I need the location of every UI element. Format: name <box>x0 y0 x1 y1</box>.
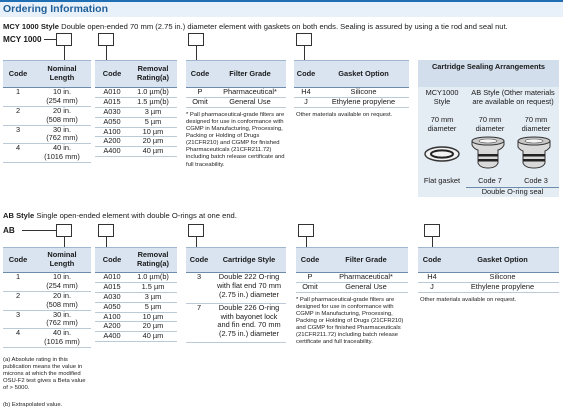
column-header: Nominal Length <box>33 248 91 273</box>
code-cell: A015 <box>95 97 129 107</box>
table-row <box>418 282 559 292</box>
table-row <box>95 107 177 117</box>
section-title: Ordering Information <box>3 3 108 15</box>
mcy-connector <box>304 46 305 60</box>
value-cell: 1.5 µm <box>129 282 177 292</box>
code-cell: H4 <box>294 88 318 98</box>
table-row <box>186 88 286 98</box>
gasket-note: Other materials available on request. <box>420 297 517 303</box>
column-header: Gasket Option <box>318 61 409 88</box>
table-row <box>296 273 408 283</box>
mcy-description: Double open-ended 70 mm (2.75 in.) diameter element with gaskets on both ends. Sealing is assured by using a tie rod and seal nut. <box>61 22 508 31</box>
column-header: Code <box>3 248 33 273</box>
ab-code-box <box>56 224 72 237</box>
table-row <box>294 88 409 98</box>
column-header: Removal Rating(a) <box>129 61 177 88</box>
value-cell: 40 µm <box>129 332 177 342</box>
mcy-connector <box>196 46 197 60</box>
table-row <box>95 292 177 302</box>
value-cell: 1.0 µm(b) <box>129 273 177 283</box>
code-cell: J <box>418 282 446 292</box>
code-cell: 4 <box>3 329 33 348</box>
table-row <box>186 97 286 107</box>
code-cell: J <box>294 97 318 107</box>
code-cell: 4 <box>3 144 33 163</box>
code-cell: 3 <box>186 273 212 304</box>
footnote-a: (a) Absolute rating in this publication means the value in microns at which the modified OSU-F2 test gives a Beta value of > 5000. <box>3 357 86 392</box>
code-7-label: Code 7 <box>478 176 502 185</box>
table-row <box>186 273 286 304</box>
value-cell: 5 µm <box>129 117 177 127</box>
ab-description-line <box>3 211 237 220</box>
value-cell: 40 in. (1016 mm) <box>33 144 91 163</box>
mcy-code-box <box>296 33 312 46</box>
value-cell: 5 µm <box>129 302 177 312</box>
code-cell: A100 <box>95 127 129 137</box>
value-cell: Ethylene propylene <box>318 97 409 107</box>
ab-filter-table <box>296 247 408 293</box>
column-header: Code <box>3 61 33 88</box>
code-cell: 3 <box>3 310 33 329</box>
value-cell: 20 in. (508 mm) <box>33 106 91 125</box>
mcy-code-box <box>188 33 204 46</box>
value-cell: 10 µm <box>129 312 177 322</box>
footnote-b: (b) Extrapolated value. <box>3 402 63 408</box>
code-3-seal-icon <box>518 137 550 168</box>
code-cell: A010 <box>95 273 129 283</box>
flat-gasket-icon <box>425 147 459 161</box>
double-oring-label: Double O-ring seal <box>481 187 544 196</box>
ab-style-name: AB Style <box>3 211 35 220</box>
table-row <box>3 291 91 310</box>
code-cell: 2 <box>3 291 33 310</box>
ab-code-box <box>98 224 114 237</box>
ab-length-table <box>3 247 91 348</box>
value-cell: 20 µm <box>129 137 177 147</box>
table-row <box>95 117 177 127</box>
code-cell: A030 <box>95 107 129 117</box>
table-row <box>296 282 408 292</box>
ab-cartridge-table <box>186 247 286 343</box>
flat-gasket-label: Flat gasket <box>423 176 461 185</box>
ab-connector <box>306 237 307 247</box>
code-cell: A010 <box>95 88 129 98</box>
value-cell: 10 in. (254 mm) <box>33 273 91 292</box>
code-cell: P <box>296 273 324 283</box>
sealing-arrangements-panel <box>418 60 559 197</box>
table-row <box>95 273 177 283</box>
value-cell: 30 in. (762 mm) <box>33 125 91 144</box>
column-header: Code <box>95 248 129 273</box>
section-header <box>0 0 563 17</box>
code-7-seal-icon <box>472 137 504 168</box>
table-row <box>418 273 559 283</box>
mcy-filter-table <box>186 60 286 108</box>
ab-code-box <box>188 224 204 237</box>
code-cell: 3 <box>3 125 33 144</box>
value-cell: Pharmaceutical* <box>214 88 286 98</box>
ab-connector <box>22 230 56 231</box>
value-cell: 1.5 µm(b) <box>129 97 177 107</box>
mcy-style-name: MCY 1000 Style <box>3 22 60 31</box>
table-row <box>3 106 91 125</box>
code-cell: 1 <box>3 88 33 107</box>
column-header: Code <box>186 248 212 273</box>
column-header: Code <box>418 248 446 273</box>
value-cell: Silicone <box>446 273 559 283</box>
table-row <box>95 332 177 342</box>
diameter-label: 70 mm diameter <box>427 115 457 133</box>
mcy-gasket-table <box>294 60 409 108</box>
table-row <box>95 88 177 98</box>
ab-code-box <box>424 224 440 237</box>
code-cell: Omit <box>186 97 214 107</box>
table-row <box>3 329 91 348</box>
column-header: Cartridge Style <box>212 248 286 273</box>
sealing-title: Cartridge Sealing Arrangements <box>418 60 559 87</box>
ab-rating-table <box>95 247 177 342</box>
value-cell: 40 µm <box>129 147 177 157</box>
mcy-label: MCY 1000 <box>3 35 42 44</box>
value-cell: General Use <box>324 282 408 292</box>
pharma-note: * Pall pharmaceutical-grade filters are designed for use in conformance with CGMP in Manufacturing, Processing, Packing or Holding of Drugs (21CFR210) and CGMP for finished Pharmaceuticals (21CFR211.72) including batch release certificate and full traceability. <box>186 112 285 168</box>
value-cell: Pharmaceutical* <box>324 273 408 283</box>
code-cell: A400 <box>95 147 129 157</box>
code-cell: 2 <box>3 106 33 125</box>
value-cell: 40 in. (1016 mm) <box>33 329 91 348</box>
ab-connector <box>64 237 65 247</box>
ab-label: AB <box>3 226 15 235</box>
ab-code-box <box>298 224 314 237</box>
table-row <box>95 282 177 292</box>
table-row <box>186 303 286 343</box>
code-cell: A100 <box>95 312 129 322</box>
value-cell: 3 µm <box>129 292 177 302</box>
pharma-note: * Pall pharmaceutical-grade filters are designed for use in conformance with CGMP in Manufacturing, Processing, Packing or Holding of Drugs (21CFR210) and CGMP for finished Pharmaceuticals (21CFR211.72) including batch release certificate and full traceability. <box>296 297 404 346</box>
diameter-label: 70 mm diameter <box>475 115 505 133</box>
mcy-code-box <box>56 33 72 46</box>
diameter-label: 70 mm diameter <box>521 115 551 133</box>
mcy-connector <box>106 46 107 60</box>
mcy-length-table <box>3 60 91 163</box>
table-row <box>3 144 91 163</box>
ab-style-label: AB Style (Other materials are available on request) <box>471 88 555 106</box>
value-cell: 10 µm <box>129 127 177 137</box>
column-header: Removal Rating(a) <box>129 248 177 273</box>
value-cell: 3 µm <box>129 107 177 117</box>
column-header: Code <box>95 61 129 88</box>
table-row <box>3 125 91 144</box>
ab-connector <box>196 237 197 247</box>
seal-illustrations <box>418 135 559 173</box>
code-cell: 7 <box>186 303 212 343</box>
code-cell: A050 <box>95 302 129 312</box>
value-cell: 1.0 µm(b) <box>129 88 177 98</box>
code-cell: A200 <box>95 322 129 332</box>
value-cell: Ethylene propylene <box>446 282 559 292</box>
table-row <box>95 302 177 312</box>
mcy-connector <box>64 46 65 60</box>
code-cell: H4 <box>418 273 446 283</box>
value-cell: 20 in. (508 mm) <box>33 291 91 310</box>
table-row <box>3 273 91 292</box>
mcy-rating-table <box>95 60 177 157</box>
table-row <box>294 97 409 107</box>
gasket-note: Other materials available on request. <box>296 112 393 118</box>
table-row <box>95 147 177 157</box>
code-cell: A050 <box>95 117 129 127</box>
code-cell: A015 <box>95 282 129 292</box>
value-cell: 20 µm <box>129 322 177 332</box>
code-cell: 1 <box>3 273 33 292</box>
mcy-style-label: MCY1000 Style <box>425 88 459 106</box>
column-header: Filter Grade <box>214 61 286 88</box>
value-cell: General Use <box>214 97 286 107</box>
value-cell: Double 226 O-ring with bayonet lock and fin end. 70 mm (2.75 in.) diameter <box>212 303 286 343</box>
column-header: Filter Grade <box>324 248 408 273</box>
code-3-label: Code 3 <box>524 176 548 185</box>
value-cell: Silicone <box>318 88 409 98</box>
column-header: Code <box>186 61 214 88</box>
code-cell: A200 <box>95 137 129 147</box>
ab-gasket-table <box>418 247 559 293</box>
code-cell: A400 <box>95 332 129 342</box>
column-header: Nominal Length <box>33 61 91 88</box>
code-cell: A030 <box>95 292 129 302</box>
mcy-connector <box>44 39 56 40</box>
mcy-description-line <box>3 22 508 31</box>
table-row <box>3 88 91 107</box>
value-cell: Double 222 O-ring with flat end 70 mm (2.75 in.) diameter <box>212 273 286 304</box>
ab-description: Single open-ended element with double O-rings at one end. <box>36 211 237 220</box>
column-header: Gasket Option <box>446 248 559 273</box>
mcy-code-box <box>98 33 114 46</box>
value-cell: 30 in. (762 mm) <box>33 310 91 329</box>
code-cell: Omit <box>296 282 324 292</box>
column-header: Code <box>296 248 324 273</box>
code-cell: P <box>186 88 214 98</box>
table-row <box>95 97 177 107</box>
ab-connector <box>106 237 107 247</box>
value-cell: 10 in. (254 mm) <box>33 88 91 107</box>
column-header: Code <box>294 61 318 88</box>
table-row <box>3 310 91 329</box>
ab-connector <box>432 237 433 247</box>
